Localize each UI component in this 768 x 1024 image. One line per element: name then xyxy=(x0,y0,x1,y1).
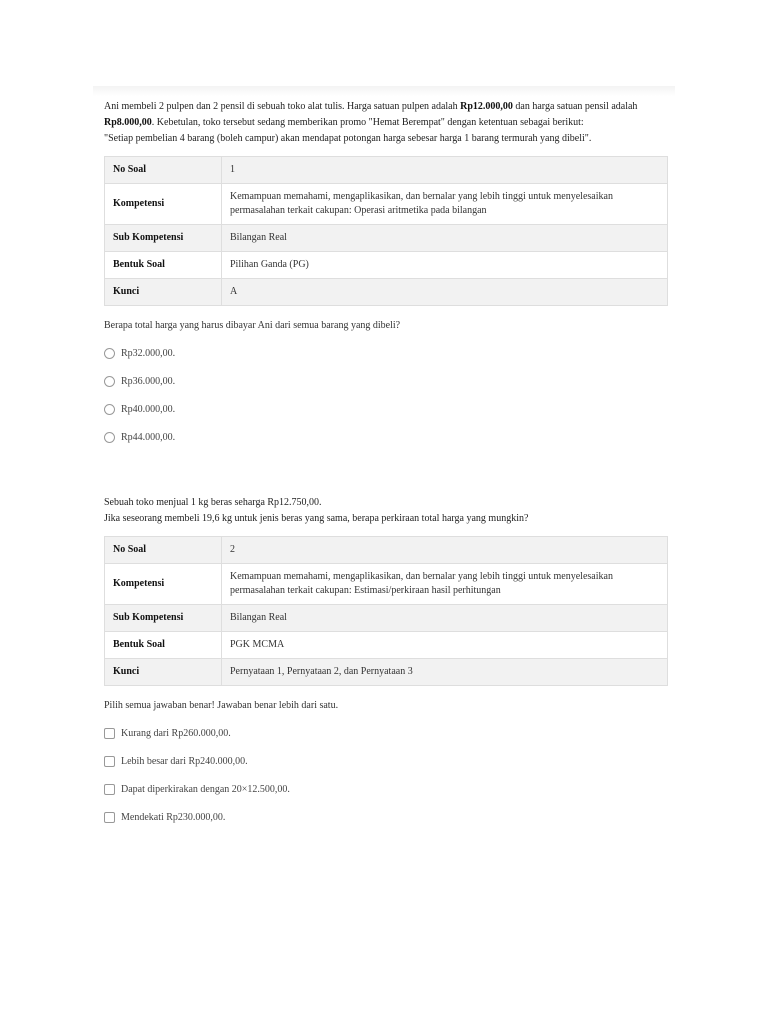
table-row xyxy=(105,252,668,279)
row-value: 2 xyxy=(222,537,668,564)
row-value: Kemampuan memahami, mengaplikasikan, dan bernalar yang lebih tinggi untuk menyelesaikan permasalahan terkait cakupan: Operasi aritmetika pada bilangan xyxy=(222,184,668,225)
checkbox[interactable] xyxy=(104,756,115,767)
table-row xyxy=(105,157,668,184)
answer-option[interactable] xyxy=(104,339,668,367)
intro-line xyxy=(104,99,668,115)
row-value: Kemampuan memahami, mengaplikasikan, dan bernalar yang lebih tinggi untuk menyelesaikan permasalahan terkait cakupan: Estimasi/perkiraan hasil perhitungan xyxy=(222,564,668,605)
question-1-prompt: Berapa total harga yang harus dibayar Ani dari semua barang yang dibeli? xyxy=(104,320,401,331)
table-row xyxy=(105,184,668,225)
intro-text: Ani membeli 2 pulpen dan 2 pensil di sebuah toko alat tulis. Harga satuan pulpen adalah xyxy=(104,101,461,112)
intro-text: . Kebetulan, toko tersebut sedang memberikan promo "Hemat Berempat" dengan ketentuan sebagai berikut: xyxy=(151,117,584,128)
option-label: Lebih besar dari Rp240.000,00. xyxy=(121,755,248,767)
row-key: Bentuk Soal xyxy=(105,632,222,659)
row-value: Bilangan Real xyxy=(222,605,668,632)
row-key: No Soal xyxy=(105,537,222,564)
top-shadow xyxy=(93,86,675,96)
row-key: Kompetensi xyxy=(105,564,222,605)
question-block-2 xyxy=(104,495,668,831)
question-1-meta-table xyxy=(104,156,668,306)
intro-line: "Setiap pembelian 4 barang (boleh campur) akan mendapat potongan harga sebesar harga 1 barang termurah yang dibeli". xyxy=(104,133,592,144)
answer-option[interactable] xyxy=(104,775,668,803)
option-label: Rp40.000,00. xyxy=(121,403,176,415)
intro-text: dan harga satuan pensil adalah xyxy=(512,101,638,112)
option-label: Rp44.000,00. xyxy=(121,431,176,443)
answer-option[interactable] xyxy=(104,367,668,395)
question-2-intro xyxy=(104,495,668,527)
row-value: A xyxy=(222,279,668,306)
answer-option[interactable] xyxy=(104,803,668,831)
answer-option[interactable] xyxy=(104,747,668,775)
option-label: Dapat diperkirakan dengan 20×12.500,00. xyxy=(121,783,290,795)
pen-price: Rp12.000,00 xyxy=(460,101,513,112)
row-key: Sub Kompetensi xyxy=(105,225,222,252)
row-key: Sub Kompetensi xyxy=(105,605,222,632)
table-row xyxy=(105,279,668,306)
checkbox[interactable] xyxy=(104,784,115,795)
option-label: Rp32.000,00. xyxy=(121,347,176,359)
row-key: Kunci xyxy=(105,659,222,686)
intro-line: Jika seseorang membeli 19,6 kg untuk jenis beras yang sama, berapa perkiraan total harga yang mungkin? xyxy=(104,513,529,524)
answer-option[interactable] xyxy=(104,423,668,451)
row-key: No Soal xyxy=(105,157,222,184)
table-row xyxy=(105,537,668,564)
table-row xyxy=(105,605,668,632)
row-key: Bentuk Soal xyxy=(105,252,222,279)
radio-button[interactable] xyxy=(104,376,115,387)
table-row xyxy=(105,632,668,659)
row-key: Kunci xyxy=(105,279,222,306)
radio-button[interactable] xyxy=(104,348,115,359)
option-label: Mendekati Rp230.000,00. xyxy=(121,811,226,823)
row-key: Kompetensi xyxy=(105,184,222,225)
row-value: Pernyataan 1, Pernyataan 2, dan Pernyataan 3 xyxy=(222,659,668,686)
table-row xyxy=(105,564,668,605)
answer-option[interactable] xyxy=(104,395,668,423)
question-block-1 xyxy=(104,99,668,451)
row-value: PGK MCMA xyxy=(222,632,668,659)
table-row xyxy=(105,659,668,686)
pencil-price: Rp8.000,00 xyxy=(104,117,152,128)
table-row xyxy=(105,225,668,252)
question-2-options xyxy=(104,719,668,831)
question-1-intro xyxy=(104,99,668,147)
checkbox[interactable] xyxy=(104,812,115,823)
question-2-prompt: Pilih semua jawaban benar! Jawaban benar lebih dari satu. xyxy=(104,700,339,711)
checkbox[interactable] xyxy=(104,728,115,739)
row-value: 1 xyxy=(222,157,668,184)
row-value: Bilangan Real xyxy=(222,225,668,252)
question-1-options xyxy=(104,339,668,451)
row-value: Pilihan Ganda (PG) xyxy=(222,252,668,279)
radio-button[interactable] xyxy=(104,432,115,443)
intro-line: Sebuah toko menjual 1 kg beras seharga Rp12.750,00. xyxy=(104,497,322,508)
option-label: Kurang dari Rp260.000,00. xyxy=(121,727,231,739)
radio-button[interactable] xyxy=(104,404,115,415)
option-label: Rp36.000,00. xyxy=(121,375,176,387)
intro-line xyxy=(104,115,668,131)
answer-option[interactable] xyxy=(104,719,668,747)
question-2-meta-table xyxy=(104,536,668,686)
